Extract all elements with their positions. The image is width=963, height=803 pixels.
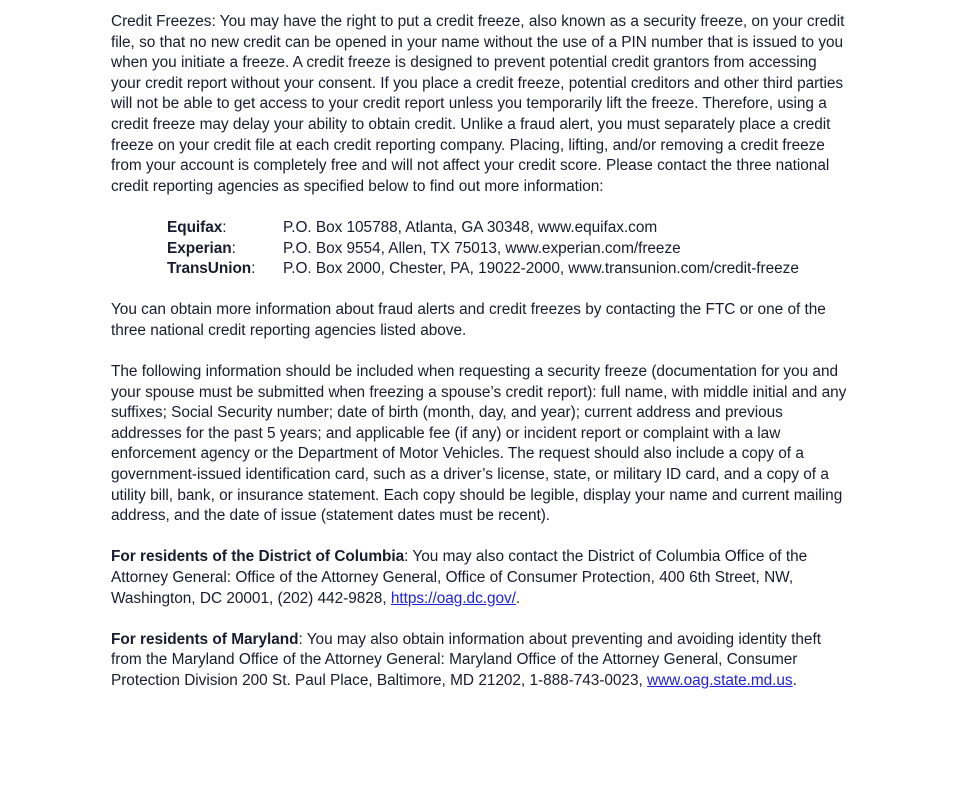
bureau-name-text: Experian xyxy=(167,239,232,257)
bureau-address-equifax: P.O. Box 105788, Atlanta, GA 30348, www.equifax.com xyxy=(283,218,658,236)
paragraph-credit-freezes: Credit Freezes: You may have the right to put a credit freeze, also known as a security freeze, on your credit file, so that no new credit can be opened in your name without the use of a PIN number that is issued to you when you initiate a freeze. A credit freeze is designed to prevent potential credit grantors from accessing your credit report without your consent. If you place a credit freeze, potential creditors and other third parties will not be able to get access to your credit report unless you temporarily lift the freeze. Therefore, using a credit freeze may delay your ability to obtain credit. Unlike a fraud alert, you must separately place a credit freeze on your credit file at each credit reporting company. Placing, lifting, and/or removing a credit freeze from your account is completely free and will not affect your credit score. Please contact the three national credit reporting agencies as specified below to find out more information: xyxy=(111,13,845,195)
bureau-name-text: TransUnion xyxy=(167,260,252,278)
dc-body-before-link: : You may also contact the District of Columbia Office of the Attorney General: Office of the Attorney General, Office of Consumer Protection, 400 6th Street, NW, Washington, DC 20001, (202) 442-9828, xyxy=(111,548,808,607)
spacer xyxy=(111,197,848,218)
bureau-colon: : xyxy=(231,239,236,257)
maryland-attorney-general-link[interactable]: www.oag.state.md.us xyxy=(647,672,793,689)
maryland-body-before-link: : You may also obtain information about preventing and avoiding identity theft from the Maryland Office of the Attorney General: Maryland Office of the Attorney General, Consumer Protection Division 200 St. Paul Place, Baltimore, MD 21202, 1-888-743-0023, xyxy=(111,630,821,689)
bureau-address-transunion: P.O. Box 2000, Chester, PA, 19022-2000, www.transunion.com/credit-freeze xyxy=(283,260,799,278)
maryland-heading: For residents of Maryland xyxy=(111,630,299,648)
dc-heading: For residents of the District of Columbia xyxy=(111,548,405,566)
bureau-name-text: Equifax xyxy=(167,218,223,236)
bureau-name-equifax xyxy=(167,218,283,239)
bureau-name-transunion xyxy=(167,259,283,280)
maryland-body-after-link: . xyxy=(792,672,797,689)
bureau-address-experian: P.O. Box 9554, Allen, TX 75013, www.experian.com/freeze xyxy=(283,239,681,257)
paragraph-district-of-columbia xyxy=(111,547,848,609)
table-row xyxy=(167,239,848,260)
spacer xyxy=(111,609,848,630)
table-row xyxy=(167,218,848,239)
bureau-colon: : xyxy=(222,218,227,236)
spacer xyxy=(111,280,848,301)
dc-attorney-general-link[interactable]: https://oag.dc.gov/ xyxy=(390,589,516,607)
spacer xyxy=(111,342,848,363)
paragraph-security-freeze-requirements: The following information should be included when requesting a security freeze (documentation for you and your spouse must be submitted when freezing a spouse’s credit report): full name, with middle initial and any suffixes; Social Security number; date of birth (month, day, and year); current address and previous addresses for the past 5 years; and applicable fee (if any) or incident report or complaint with a law enforcement agency or the Department of Motor Vehicles. The request should also include a copy of a government-issued identification card, such as a driver’s license, state, or military ID card, and a copy of a utility bill, bank, or insurance statement. Each copy should be legible, display your name and current mailing address, and the date of issue (statement dates must be recent). xyxy=(111,363,847,525)
bureau-name-experian xyxy=(167,239,283,260)
paragraph-maryland xyxy=(111,630,848,692)
spacer xyxy=(111,527,848,548)
bureau-colon: : xyxy=(251,260,256,278)
credit-bureau-contact-list xyxy=(111,218,848,280)
dc-body-after-link: . xyxy=(515,589,521,607)
table-row xyxy=(167,259,848,280)
paragraph-more-information: You can obtain more information about fraud alerts and credit freezes by contacting the FTC or one of the three national credit reporting agencies listed above. xyxy=(111,301,826,339)
